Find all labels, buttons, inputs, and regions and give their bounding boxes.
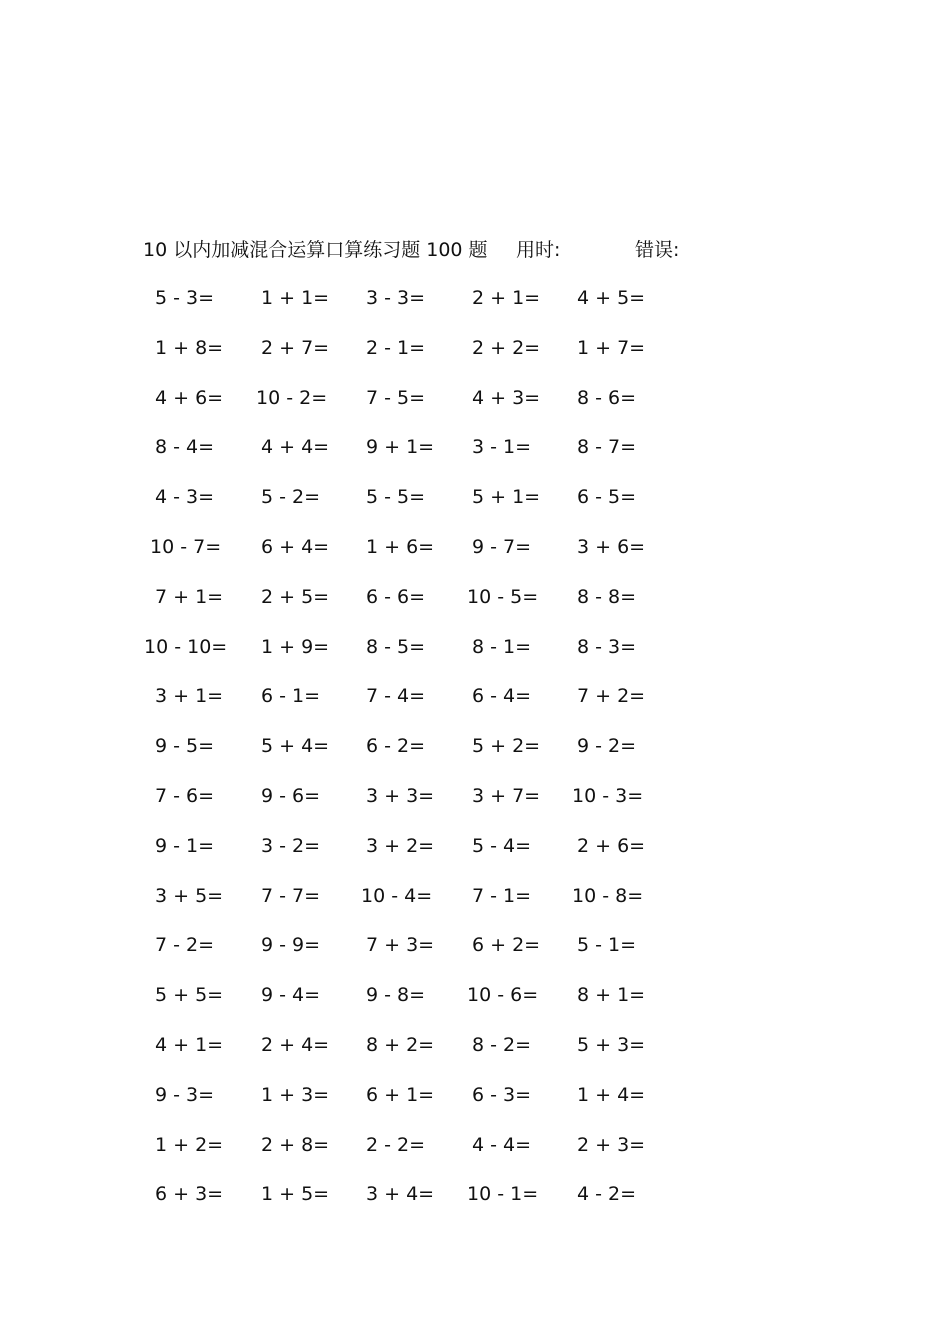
time-used-label: 用时: (516, 239, 561, 261)
math-problem: 7 - 2= (155, 934, 215, 957)
math-problem: 6 + 1= (366, 1083, 435, 1106)
math-problem: 1 + 4= (577, 1083, 646, 1106)
math-problem: 9 - 7= (472, 536, 532, 558)
math-problem: 3 - 3= (366, 287, 426, 309)
math-problem: 8 - 8= (577, 585, 637, 608)
math-problem: 3 + 1= (155, 685, 224, 708)
math-problem: 6 - 3= (472, 1083, 532, 1106)
math-problem: 10 - 4= (361, 884, 433, 907)
math-problem: 2 + 8= (261, 1133, 330, 1156)
math-problem: 2 + 5= (261, 585, 330, 608)
math-problem: 1 + 6= (366, 536, 435, 558)
math-problem: 9 - 2= (577, 735, 637, 758)
math-problem: 1 + 5= (261, 1183, 330, 1206)
math-problem: 5 + 1= (472, 486, 541, 509)
math-problem: 5 + 2= (472, 735, 541, 758)
math-problem: 9 - 5= (155, 735, 215, 758)
math-problem: 6 + 4= (261, 536, 330, 558)
math-problem: 7 + 3= (366, 934, 435, 957)
math-problem: 10 - 10= (144, 635, 228, 658)
math-problem: 3 + 2= (366, 834, 435, 857)
math-problem: 8 - 1= (472, 635, 532, 658)
math-problem: 4 + 6= (155, 386, 224, 409)
math-problem: 10 - 1= (467, 1183, 539, 1206)
math-problem: 2 + 3= (577, 1133, 646, 1156)
math-problem: 5 - 5= (366, 486, 426, 509)
math-problem: 8 - 2= (472, 1034, 532, 1056)
math-problem: 5 - 4= (472, 834, 532, 857)
math-problem: 9 - 3= (155, 1083, 215, 1106)
math-problem: 9 - 8= (366, 984, 426, 1007)
math-problem: 1 + 2= (155, 1133, 224, 1156)
math-problem: 6 - 4= (472, 685, 532, 708)
math-problem: 6 - 1= (261, 685, 321, 708)
math-problem: 4 - 3= (155, 486, 215, 509)
math-problem: 4 + 5= (577, 287, 646, 309)
math-problem: 2 + 7= (261, 336, 330, 359)
math-problem: 8 - 5= (366, 635, 426, 658)
math-problem: 5 + 5= (155, 984, 224, 1007)
math-problem: 4 - 2= (577, 1183, 637, 1206)
math-problem: 8 - 3= (577, 635, 637, 658)
math-problem: 3 + 4= (366, 1183, 435, 1206)
math-problem: 3 - 2= (261, 834, 321, 857)
math-problem: 7 + 1= (155, 585, 224, 608)
math-problem: 9 - 9= (261, 934, 321, 957)
math-problem: 8 + 2= (366, 1034, 435, 1056)
math-problem: 7 - 7= (261, 884, 321, 907)
error-count-label: 错误: (635, 239, 680, 261)
math-problem: 8 - 6= (577, 386, 637, 409)
math-problem: 3 + 6= (577, 536, 646, 558)
math-problem: 3 + 7= (472, 785, 541, 807)
math-problem: 8 - 7= (577, 436, 637, 459)
math-problem: 4 + 1= (155, 1034, 224, 1056)
math-problem: 5 + 3= (577, 1034, 646, 1056)
math-problem: 6 - 6= (366, 585, 426, 608)
math-problem: 6 + 3= (155, 1183, 224, 1206)
math-problem: 10 - 2= (256, 386, 328, 409)
math-problem: 9 + 1= (366, 436, 435, 459)
math-problem: 3 + 3= (366, 785, 435, 807)
math-problem: 7 - 1= (472, 884, 532, 907)
math-problem: 10 - 5= (467, 585, 539, 608)
math-problem: 10 - 3= (572, 785, 644, 807)
math-problem: 9 - 4= (261, 984, 321, 1007)
math-problem: 10 - 8= (572, 884, 644, 907)
math-problem: 1 + 7= (577, 336, 646, 359)
math-problem: 2 + 1= (472, 287, 541, 309)
math-problem: 7 - 6= (155, 785, 215, 807)
math-problem: 5 - 1= (577, 934, 637, 957)
math-problem: 6 + 2= (472, 934, 541, 957)
math-problem: 2 + 4= (261, 1034, 330, 1056)
math-problem: 3 - 1= (472, 436, 532, 459)
math-problem: 1 + 9= (261, 635, 330, 658)
math-problem: 4 - 4= (472, 1133, 532, 1156)
math-problem: 2 - 1= (366, 336, 426, 359)
math-problem: 5 - 3= (155, 287, 215, 309)
math-problem: 9 - 6= (261, 785, 321, 807)
math-problem: 7 - 4= (366, 685, 426, 708)
math-problem: 4 + 4= (261, 436, 330, 459)
math-problem: 1 + 1= (261, 287, 330, 309)
math-problem: 9 - 1= (155, 834, 215, 857)
math-problem: 10 - 6= (467, 984, 539, 1007)
math-problem: 6 - 2= (366, 735, 426, 758)
math-problem: 8 - 4= (155, 436, 215, 459)
math-problem: 1 + 8= (155, 336, 224, 359)
math-problem: 5 + 4= (261, 735, 330, 758)
math-problem: 6 - 5= (577, 486, 637, 509)
math-problem: 1 + 3= (261, 1083, 330, 1106)
math-problem: 7 + 2= (577, 685, 646, 708)
math-problem: 4 + 3= (472, 386, 541, 409)
math-problem: 2 - 2= (366, 1133, 426, 1156)
math-problem: 8 + 1= (577, 984, 646, 1007)
math-problem: 2 + 2= (472, 336, 541, 359)
math-problem: 7 - 5= (366, 386, 426, 409)
math-problem: 3 + 5= (155, 884, 224, 907)
math-problem: 2 + 6= (577, 834, 646, 857)
math-problem: 5 - 2= (261, 486, 321, 509)
math-problem: 10 - 7= (150, 536, 222, 558)
worksheet-title: 10 以内加减混合运算口算练习题 100 题 (143, 239, 488, 261)
